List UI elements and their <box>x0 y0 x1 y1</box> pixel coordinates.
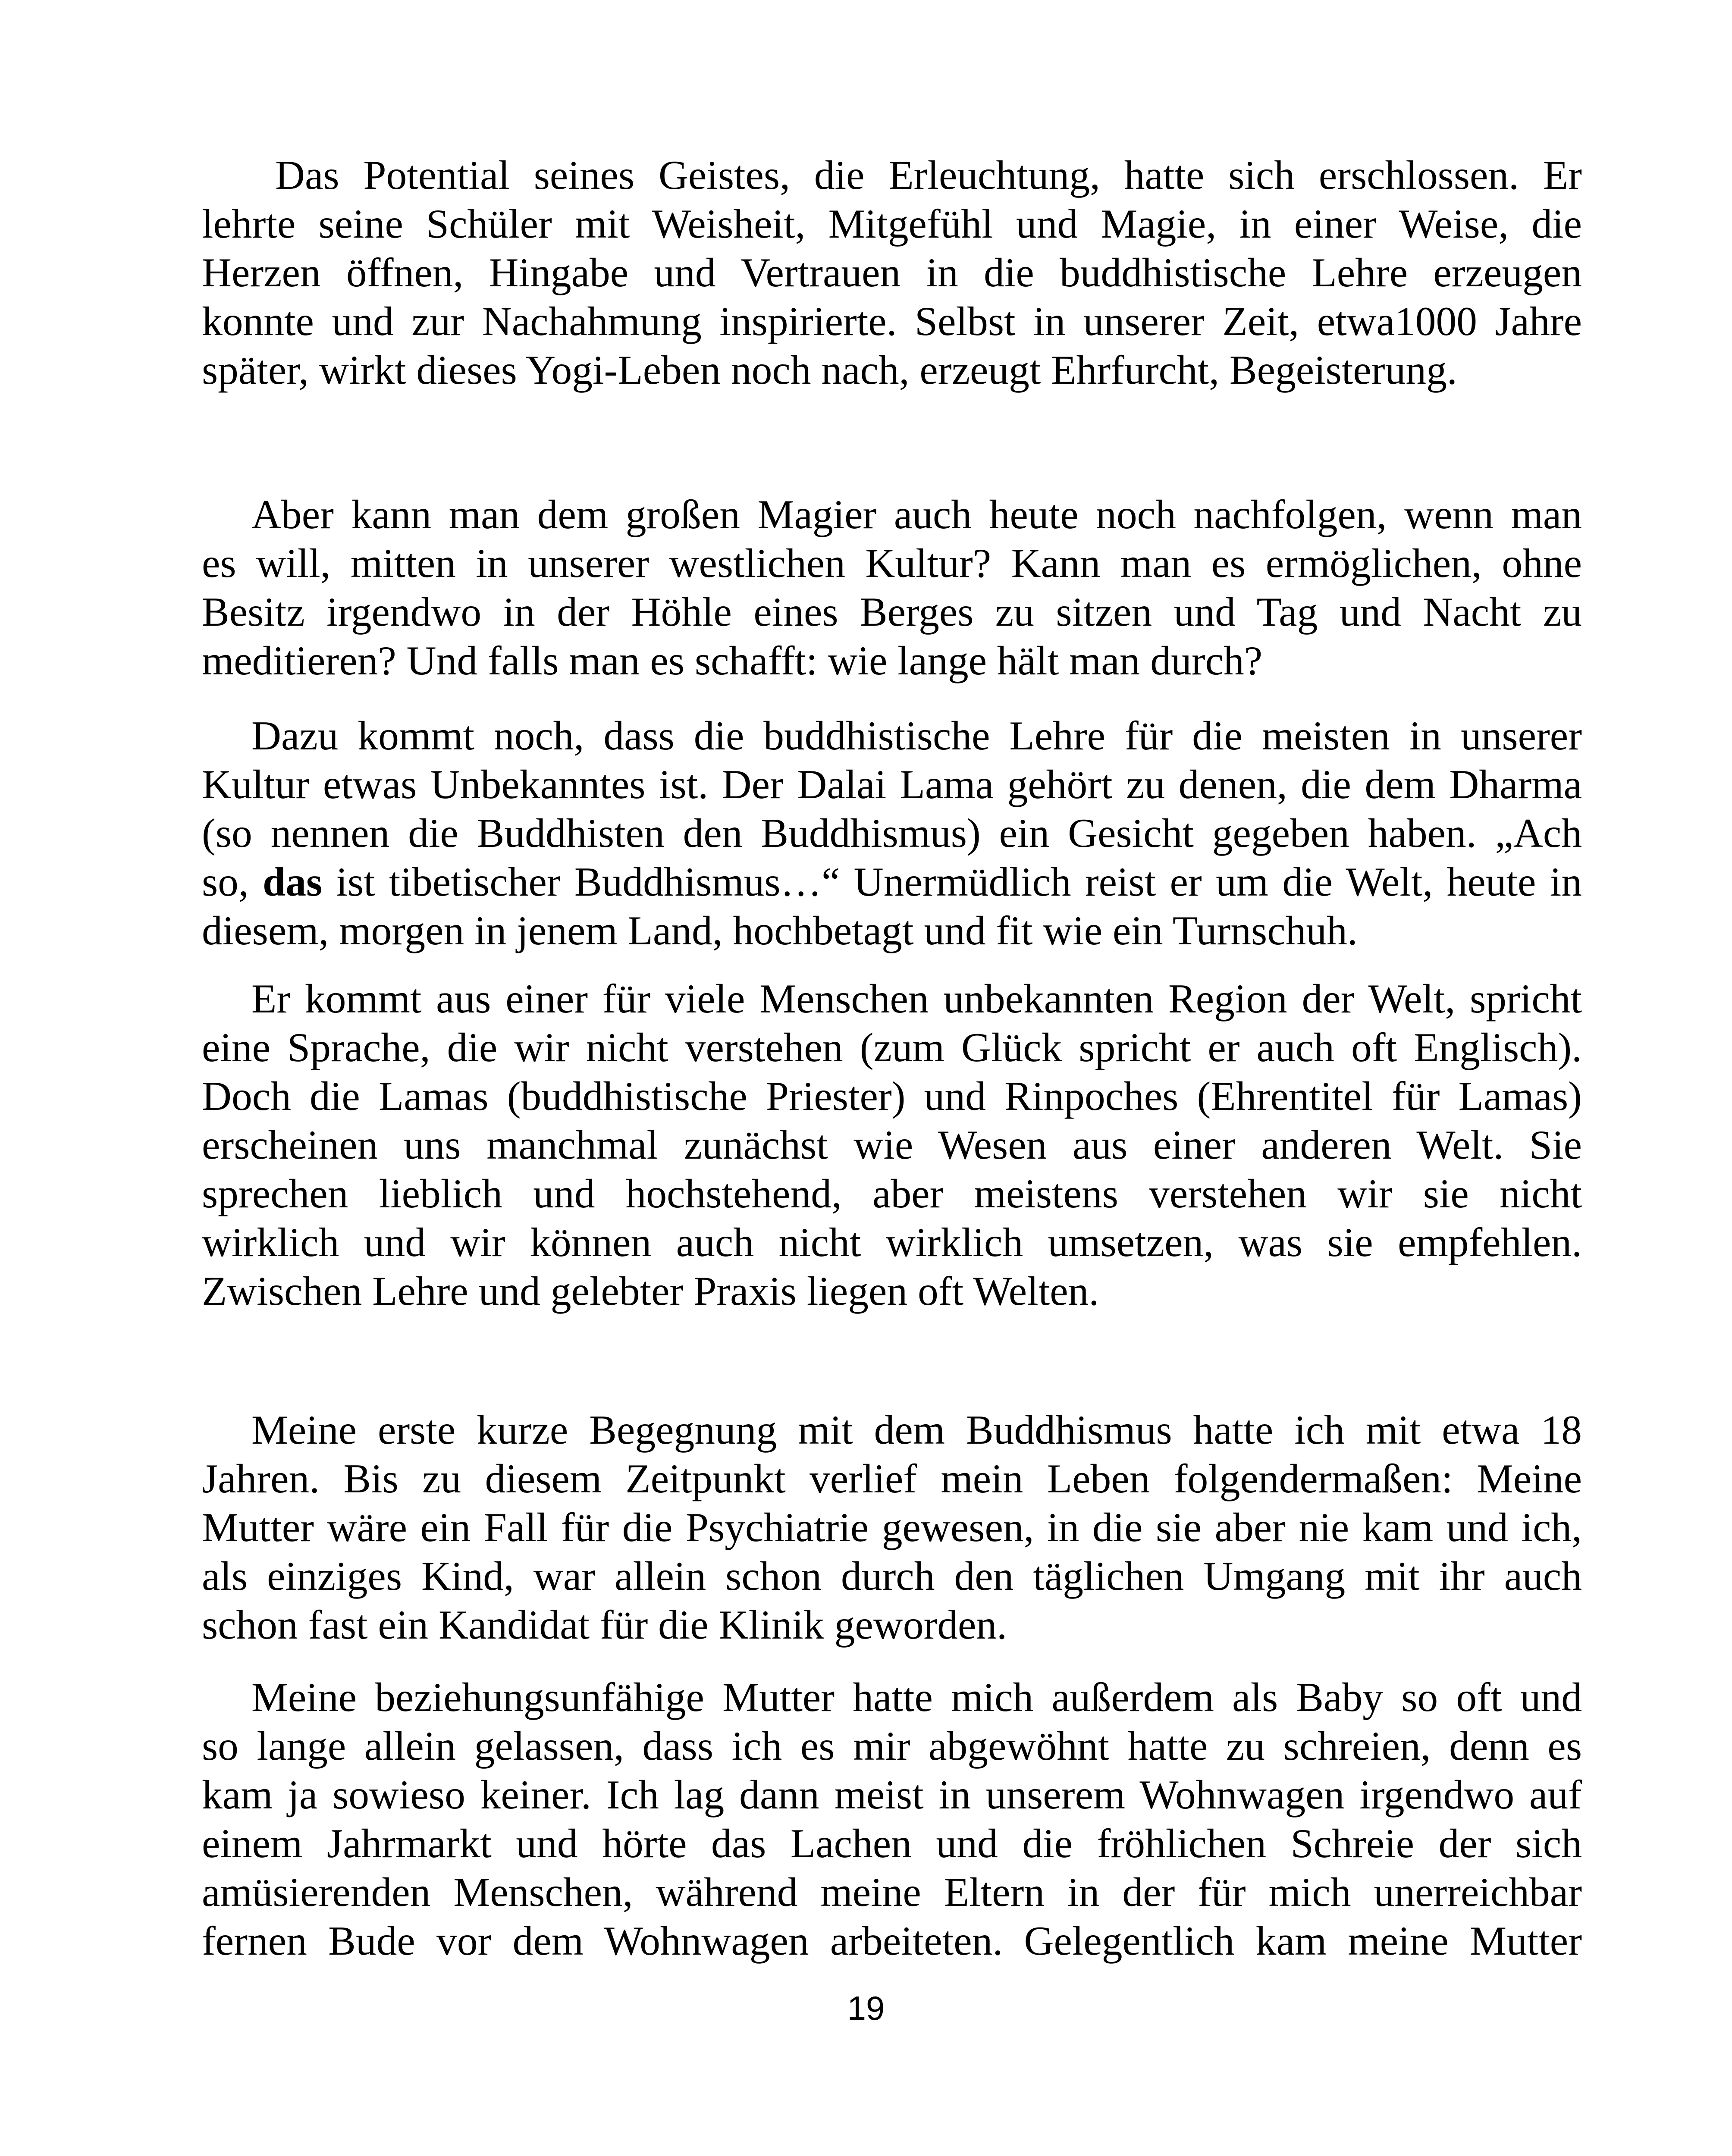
paragraph-line: Mutter wäre ein Fall für die Psychiatrie gewesen, in die sie aber nie kam und ich, <box>202 1504 1582 1550</box>
paragraph-line: diesem, morgen in jenem Land, hochbetagt und fit wie ein Turnschuh. <box>202 908 1358 953</box>
paragraph-line: Er kommt aus einer für viele Menschen unbekannten Region der Welt, spricht <box>251 976 1582 1022</box>
paragraph-line: kam ja sowieso keiner. Ich lag dann meist in unserem Wohnwagen irgendwo auf <box>202 1772 1582 1818</box>
paragraph-4 <box>202 975 1582 1316</box>
paragraph-line: Kultur etwas Unbekanntes ist. Der Dalai Lama gehört zu denen, die dem Dharma <box>202 761 1582 807</box>
paragraph-line: sprechen lieblich und hochstehend, aber meistens verstehen wir sie nicht <box>202 1171 1582 1216</box>
line-text: ist tibetischer Buddhismus…“ Unermüdlich reist er um die Welt, heute in <box>322 859 1582 905</box>
paragraph-2 <box>202 490 1582 685</box>
paragraph-line: amüsierenden Menschen, während meine Eltern in der für mich unerreichbar <box>202 1869 1582 1915</box>
paragraph-line: als einziges Kind, war allein schon durch den täglichen Umgang mit ihr auch <box>202 1553 1582 1599</box>
paragraph-line: fernen Bude vor dem Wohnwagen arbeiteten. Gelegentlich kam meine Mutter <box>202 1918 1582 1964</box>
paragraph-line: so lange allein gelassen, dass ich es mir abgewöhnt hatte zu schreien, denn es <box>202 1723 1582 1769</box>
paragraph-line: Besitz irgendwo in der Höhle eines Berges zu sitzen und Tag und Nacht zu <box>202 589 1582 635</box>
paragraph-line: meditieren? Und falls man es schafft: wie lange hält man durch? <box>202 638 1263 683</box>
paragraph-3 <box>202 711 1582 955</box>
paragraph-line: Dazu kommt noch, dass die buddhistische Lehre für die meisten in unserer <box>251 713 1582 758</box>
paragraph-line: Zwischen Lehre und gelebter Praxis liegen oft Welten. <box>202 1268 1099 1314</box>
paragraph-line <box>202 858 1582 906</box>
paragraph-line: konnte und zur Nachahmung inspirierte. Selbst in unserer Zeit, etwa1000 Jahre <box>202 298 1582 344</box>
paragraph-1 <box>202 151 1582 395</box>
paragraph-line: später, wirkt dieses Yogi-Leben noch nach, erzeugt Ehrfurcht, Begeisterung. <box>202 347 1457 393</box>
paragraph-line: lehrte seine Schüler mit Weisheit, Mitgefühl und Magie, in einer Weise, die <box>202 201 1582 247</box>
paragraph-line: Herzen öffnen, Hingabe und Vertrauen in die buddhistische Lehre erzeugen <box>202 250 1582 295</box>
paragraph-line: (so nennen die Buddhisten den Buddhismus) ein Gesicht gegeben haben. „Ach <box>202 810 1582 856</box>
paragraph-line: einem Jahrmarkt und hörte das Lachen und die fröhlichen Schreie der sich <box>202 1821 1582 1866</box>
paragraph-line: Das Potential seines Geistes, die Erleuchtung, hatte sich erschlossen. Er <box>275 152 1582 198</box>
paragraph-5 <box>202 1406 1582 1649</box>
paragraph-line: es will, mitten in unserer westlichen Kultur? Kann man es ermöglichen, ohne <box>202 540 1582 586</box>
page-number: 19 <box>847 1989 885 2027</box>
paragraph-line: schon fast ein Kandidat für die Klinik geworden. <box>202 1602 1007 1648</box>
line-text: so, <box>202 859 263 905</box>
paragraph-line: Meine erste kurze Begegnung mit dem Buddhismus hatte ich mit etwa 18 <box>251 1407 1582 1453</box>
paragraph-line: erscheinen uns manchmal zunächst wie Wesen aus einer anderen Welt. Sie <box>202 1122 1582 1168</box>
paragraph-line: Jahren. Bis zu diesem Zeitpunkt verlief mein Leben folgendermaßen: Meine <box>202 1456 1582 1501</box>
paragraph-line: Doch die Lamas (buddhistische Priester) und Rinpoches (Ehrentitel für Lamas) <box>202 1073 1582 1119</box>
paragraph-line: Meine beziehungsunfähige Mutter hatte mich außerdem als Baby so oft und <box>251 1674 1582 1720</box>
emphasized-word: das <box>263 859 323 905</box>
paragraph-line: eine Sprache, die wir nicht verstehen (zum Glück spricht er auch oft Englisch). <box>202 1025 1582 1070</box>
paragraph-6 <box>202 1673 1582 1965</box>
paragraph-line: Aber kann man dem großen Magier auch heute noch nachfolgen, wenn man <box>251 492 1582 537</box>
paragraph-line: wirklich und wir können auch nicht wirklich umsetzen, was sie empfehlen. <box>202 1219 1582 1265</box>
